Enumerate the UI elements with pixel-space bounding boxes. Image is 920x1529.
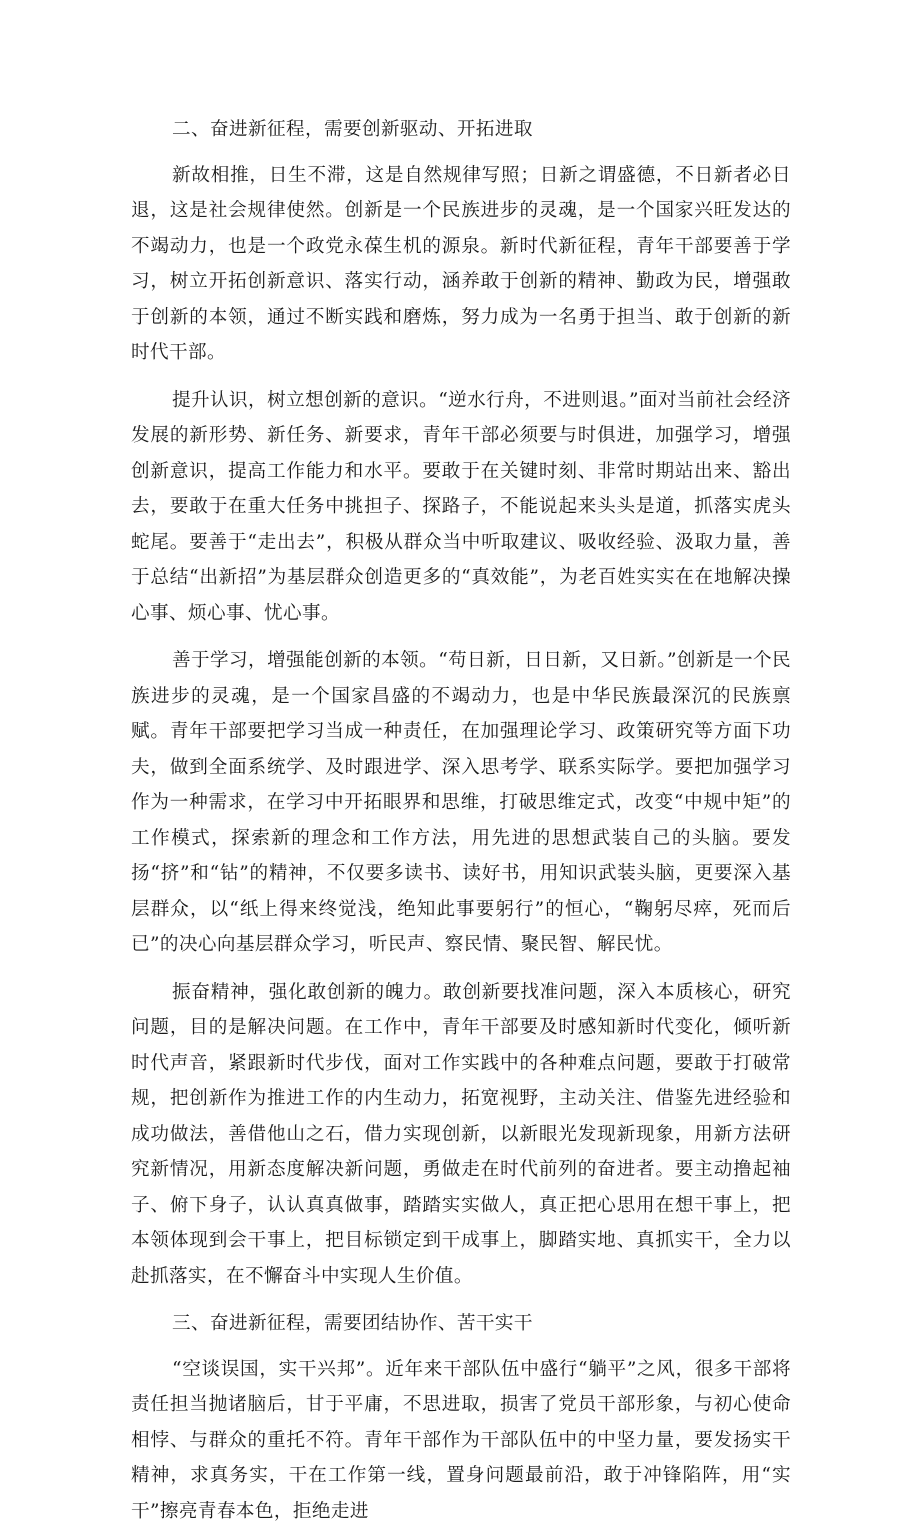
document-body (131, 112, 791, 1529)
section-2-paragraph-1: 新故相推，日生不滞，这是自然规律写照；日新之谓盛德，不日新者必日退，这是社会规律使然。创新是一个民族进步的灵魂，是一个国家兴旺发达的不竭动力，也是一个政党永葆生机的源泉。新时代新征程，青年干部要善于学习，树立开拓创新意识、落实行动，涵养敢于创新的精神、勤政为民，增强敢于创新的本领，通过不断实践和磨炼，努力成为一名勇于担当、敢于创新的新时代干部。 (131, 158, 791, 371)
section-2-paragraph-4: 振奋精神，强化敢创新的魄力。敢创新要找准问题，深入本质核心，研究问题，目的是解决问题。在工作中，青年干部要及时感知新时代变化，倾听新时代声音，紧跟新时代步伐，面对工作实践中的各种难点问题，要敢于打破常规，把创新作为推进工作的内生动力，拓宽视野，主动关注、借鉴先进经验和成功做法，善借他山之石，借力实现创新，以新眼光发现新现象，用新方法研究新情况，用新态度解决新问题，勇做走在时代前列的奋进者。要主动撸起袖子、俯下身子，认认真真做事，踏踏实实做人，真正把心思用在想干事上，把本领体现到会干事上，把目标锁定到干成事上，脚踏实地、真抓实干，全力以赴抓落实，在不懈奋斗中实现人生价值。 (131, 975, 791, 1295)
section-2-paragraph-3: 善于学习，增强能创新的本领。“苟日新，日日新，又日新。”创新是一个民族进步的灵魂，是一个国家昌盛的不竭动力，也是中华民族最深沉的民族禀赋。青年干部要把学习当成一种责任，在加强理论学习、政策研究等方面下功夫，做到全面系统学、及时跟进学、深入思考学、联系实际学。要把加强学习作为一种需求，在学习中开拓眼界和思维，打破思维定式，改变“中规中矩”的工作模式，探索新的理念和工作方法，用先进的思想武装自己的头脑。要发扬“挤”和“钻”的精神，不仅要多读书、读好书，用知识武装头脑，更要深入基层群众，以“纸上得来终觉浅，绝知此事要躬行”的恒心，“鞠躬尽瘁，死而后已”的决心向基层群众学习，听民声、察民情、聚民智、解民忧。 (131, 643, 791, 963)
section-2-heading: 二、奋进新征程，需要创新驱动、开拓进取 (131, 112, 791, 148)
section-3-heading: 三、奋进新征程，需要团结协作、苦干实干 (131, 1306, 791, 1342)
section-2-paragraph-2: 提升认识，树立想创新的意识。“逆水行舟，不进则退。”面对当前社会经济发展的新形势、新任务、新要求，青年干部必须要与时俱进，加强学习，增强创新意识，提高工作能力和水平。要敢于在关键时刻、非常时期站出来、豁出去，要敢于在重大任务中挑担子、探路子，不能说起来头头是道，抓落实虎头蛇尾。要善于“走出去”，积极从群众当中听取建议、吸收经验、汲取力量，善于总结“出新招”为基层群众创造更多的“真效能”，为老百姓实实在在地解决操心事、烦心事、忧心事。 (131, 383, 791, 632)
section-3-paragraph-1: “空谈误国，实干兴邦”。近年来干部队伍中盛行“躺平”之风，很多干部将责任担当抛诸脑后，甘于平庸，不思进取，损害了党员干部形象，与初心使命相悖、与群众的重托不符。青年干部作为干部队伍中的中坚力量，要发扬实干精神，求真务实，干在工作第一线，置身问题最前沿，敢于冲锋陷阵，用“实干”擦亮青春本色，拒绝走进 (131, 1352, 791, 1529)
